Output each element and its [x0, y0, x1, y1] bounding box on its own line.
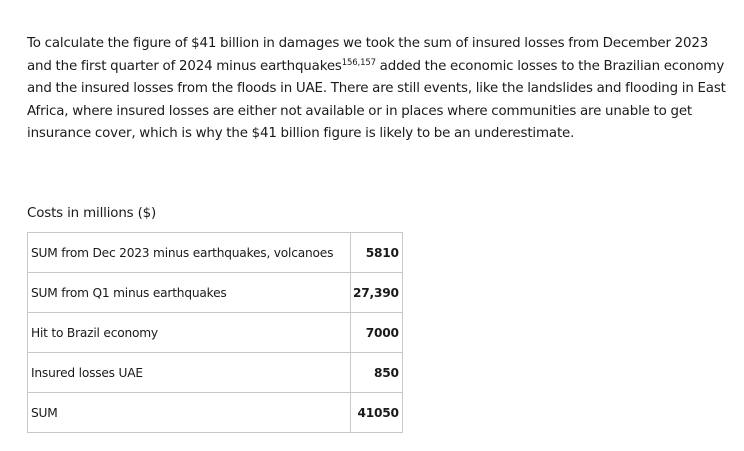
- intro-text-part2: added the economic losses to the Brazilian economy and the insured losses from the floods in UAE. There are still events, like the landslides and flooding in East Africa, where insured losses are either not available or in places where communities are unable to get insurance cover, which is why the $41 billion figure is likely to be an underestimate.: [27, 58, 726, 142]
- row-value: 5810: [351, 233, 403, 273]
- row-value: 850: [351, 353, 403, 393]
- row-label: SUM from Dec 2023 minus earthquakes, volcanoes: [28, 233, 351, 273]
- table-row: [28, 273, 403, 313]
- intro-paragraph: [27, 33, 727, 146]
- table-row: [28, 233, 403, 273]
- row-label: Insured losses UAE: [28, 353, 351, 393]
- table-row: [28, 313, 403, 353]
- row-label: SUM: [28, 393, 351, 433]
- row-value: 7000: [351, 313, 403, 353]
- row-label: SUM from Q1 minus earthquakes: [28, 273, 351, 313]
- costs-table: [27, 232, 403, 433]
- table-caption: Costs in millions ($): [27, 206, 157, 221]
- row-label: Hit to Brazil economy: [28, 313, 351, 353]
- row-value: 41050: [351, 393, 403, 433]
- table-row: [28, 353, 403, 393]
- footnote-references[interactable]: 156,157: [341, 57, 376, 68]
- table-row: [28, 393, 403, 433]
- row-value: 27,390: [351, 273, 403, 313]
- intro-text-part1: To calculate the figure of $41 billion in damages we took the sum of insured losses from December 2023 and the first quarter of 2024 minus earthquakes: [27, 36, 709, 74]
